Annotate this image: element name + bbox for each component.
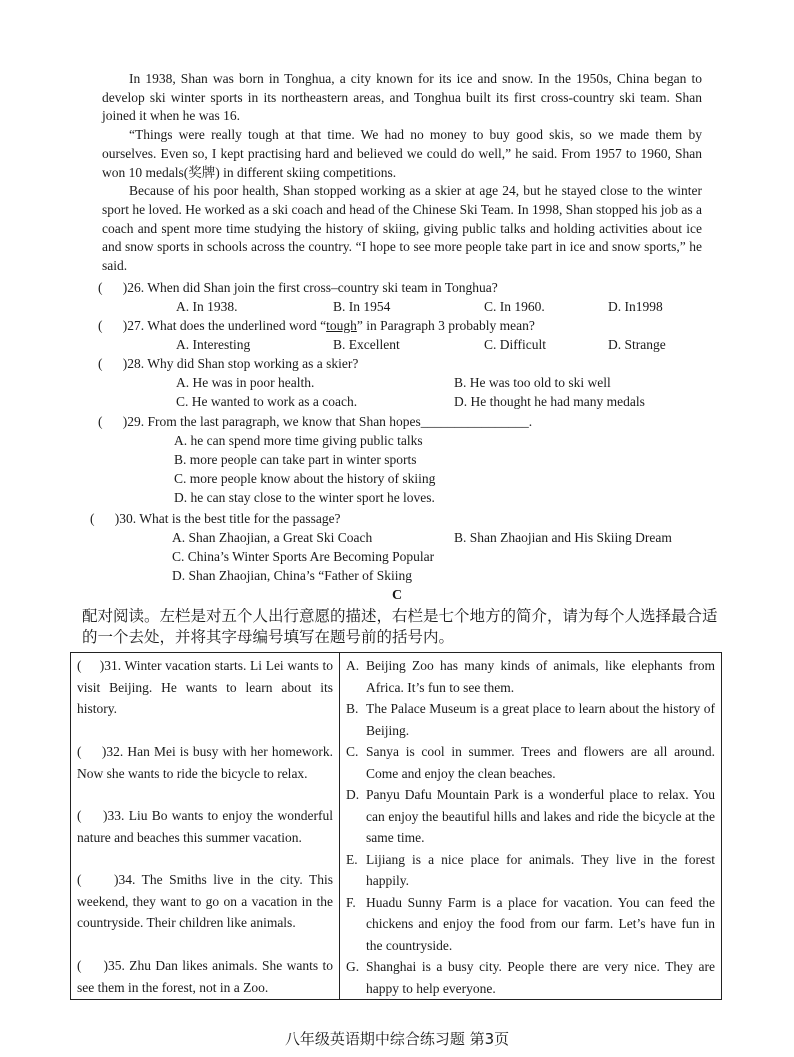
option-b[interactable]: B. In 1954 [333, 299, 391, 314]
person-item[interactable]: ( )33. Liu Bo wants to enjoy the wonderful nature and beaches this summer vacation. [77, 808, 333, 845]
place-text: Beijing Zoo has many kinds of animals, like elephants from Africa. It’s fun to see them. [366, 658, 715, 695]
question-28 [98, 354, 698, 411]
option-b[interactable]: B. He was too old to ski well [454, 375, 611, 390]
place-item [346, 741, 715, 784]
question-27 [98, 316, 698, 354]
passage-paragraph: “Things were really tough at that time. We had no money to buy good skis, so we made them by ourselves. Even so, I kept practising hard and believed we could do well,” he said. From 1957 to 1960, Shan won 10 medals(奖牌) in different skiing competitions. [102, 127, 702, 180]
place-label: A. [346, 658, 360, 673]
place-item [346, 892, 715, 957]
place-item [346, 784, 715, 849]
stem-text: ” in Paragraph 3 probably mean? [356, 318, 535, 333]
place-text: Huadu Sunny Farm is a place for vacation. You can feed the chickens and enjoy the food from our farm. Let’s have fun in the countryside. [366, 894, 715, 953]
matching-instruction: 配对阅读。左栏是对五个人出行意愿的描述，右栏是七个地方的简介，请为每个人选择最合适的一个去处，并将其字母编号填写在题号前的括号内。 [82, 607, 718, 646]
passage-paragraph: Because of his poor health, Shan stopped working as a skier at age 24, but he stayed close to the winter sport he loved. He worked as a ski coach and head of the Chinese Ski Team. In 1998, Shan stopped his job as a coach and spent more time studying the history of skiing, giving public talks and holding activities about ice and snow sports in schools across the country. “I hope to see more people take part in ice and snow sports,” he said. [102, 183, 702, 274]
question-options [98, 297, 698, 316]
question-options [90, 528, 710, 547]
place-text: The Palace Museum is a great place to learn about the history of Beijing. [366, 701, 715, 738]
left-column [71, 653, 340, 1000]
option-d[interactable]: D. In1998 [608, 299, 663, 314]
option-c[interactable]: C. He wanted to work as a coach. [176, 394, 358, 409]
table-row [71, 653, 722, 1000]
option-c[interactable]: C. China’s Winter Sports Are Becoming Popular [172, 549, 435, 564]
stem-text: ( )27. What does the underlined word “ [98, 318, 327, 333]
place-item [346, 956, 715, 999]
question-options [98, 373, 698, 392]
place-label: F. [346, 894, 356, 910]
question-stem: ( )28. Why did Shan stop working as a skier? [98, 356, 359, 371]
place-text: Shanghai is a busy city. People there are very nice. They are happy to help everyone. [366, 959, 715, 996]
place-item [346, 655, 715, 698]
place-item [346, 849, 715, 892]
question-stem: ( )29. From the last paragraph, we know that Shan hopes________________. [98, 414, 533, 429]
place-label: E. [346, 851, 358, 867]
option-c[interactable]: C. more people know about the history of skiing [174, 471, 436, 486]
person-item[interactable]: ( )32. Han Mei is busy with her homework. Now she wants to ride the bicycle to relax. [77, 744, 333, 781]
option-b[interactable]: B. more people can take part in winter sports [174, 452, 417, 467]
place-item [346, 698, 715, 741]
question-options [98, 335, 698, 354]
question-options [98, 392, 698, 411]
question-options [98, 431, 698, 507]
place-text: Lijiang is a nice place for animals. They live in the forest happily. [366, 851, 715, 888]
option-d[interactable]: D. Shan Zhaojian, China’s “Father of Skiing [172, 568, 412, 583]
place-label: B. [346, 701, 359, 716]
passage-paragraph: In 1938, Shan was born in Tonghua, a city known for its ice and snow. In the 1950s, China began to develop ski winter sports in its northeastern areas, and Tonghua built its first cross-country ski team. Shan joined it when he was 16. [102, 71, 702, 124]
question-options [90, 547, 710, 585]
place-text: Panyu Dafu Mountain Park is a wonderful place to relax. You can enjoy the beautiful hills and lakes and ride the bicycle at the same time. [366, 787, 715, 845]
person-item[interactable]: ( )35. Zhu Dan likes animals. She wants to see them in the forest, not in a Zoo. [77, 958, 333, 995]
matching-table [70, 652, 722, 1000]
question-stem [98, 316, 698, 335]
place-label: D. [346, 787, 360, 802]
option-a[interactable]: A. he can spend more time giving public talks [174, 433, 423, 448]
question-stem: ( )30. What is the best title for the passage? [90, 511, 341, 526]
question-29 [98, 412, 698, 507]
option-b[interactable]: B. Shan Zhaojian and His Skiing Dream [454, 530, 672, 545]
option-d[interactable]: D. Strange [608, 337, 666, 352]
option-b[interactable]: B. Excellent [333, 337, 400, 352]
option-c[interactable]: C. Difficult [484, 337, 546, 352]
reading-passage [102, 70, 702, 276]
underlined-word: tough [326, 318, 357, 333]
question-stem: ( )26. When did Shan join the first cross–country ski team in Tonghua? [98, 280, 498, 295]
option-a[interactable]: A. Interesting [176, 337, 251, 352]
place-label: G. [346, 959, 360, 974]
person-item[interactable]: ( )31. Winter vacation starts. Li Lei wants to visit Beijing. He wants to learn about its history. [77, 658, 333, 716]
section-heading: C [391, 588, 403, 603]
place-text: Sanya is cool in summer. Trees and flowers are all around. Come and enjoy the clean beaches. [366, 744, 715, 781]
option-a[interactable]: A. He was in poor health. [176, 375, 315, 390]
place-label: C. [346, 744, 359, 759]
right-column [340, 653, 722, 1000]
option-d[interactable]: D. He thought he had many medals [454, 394, 645, 409]
question-30 [90, 509, 710, 585]
option-d[interactable]: D. he can stay close to the winter sport he loves. [174, 490, 435, 505]
question-26 [98, 278, 698, 316]
page-footer: 八年级英语期中综合练习题 第3页 [284, 1030, 510, 1048]
option-a[interactable]: A. Shan Zhaojian, a Great Ski Coach [172, 530, 373, 545]
option-a[interactable]: A. In 1938. [176, 299, 238, 314]
option-c[interactable]: C. In 1960. [484, 299, 545, 314]
person-item[interactable]: ( )34. The Smiths live in the city. This weekend, they want to go on a vacation in the countryside. Their children like animals. [77, 872, 333, 930]
